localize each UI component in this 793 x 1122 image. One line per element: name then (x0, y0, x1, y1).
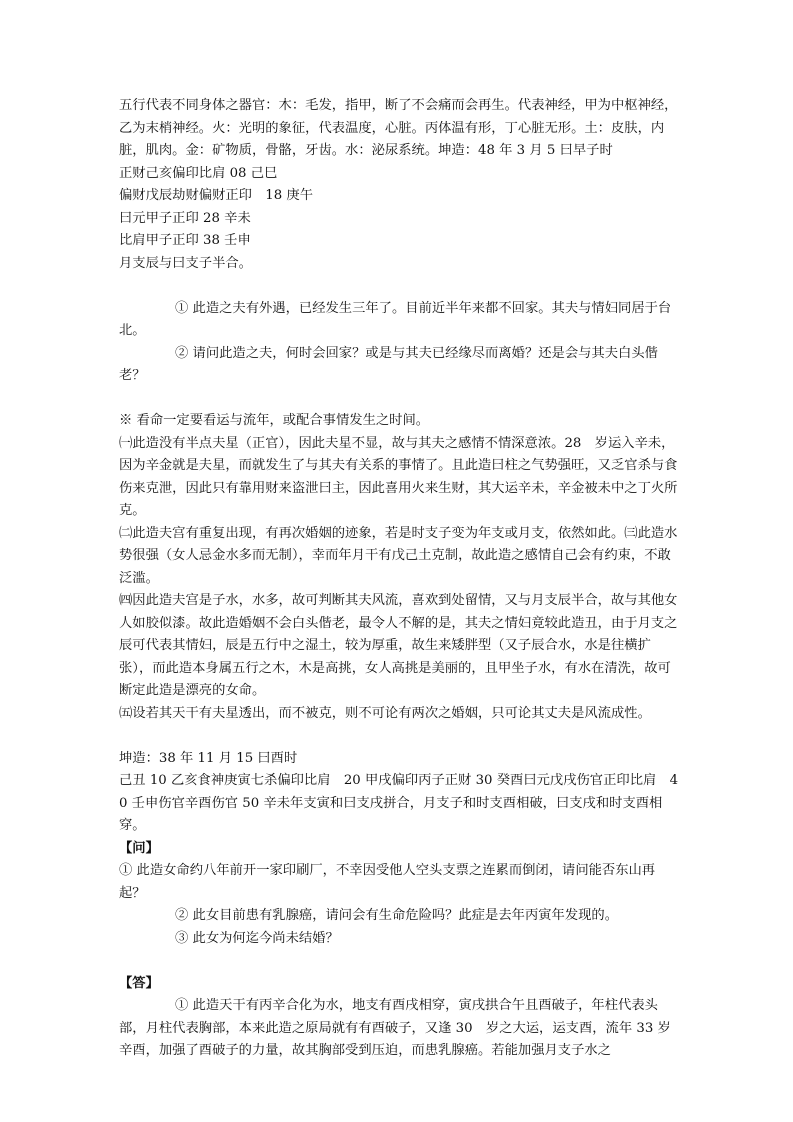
chart-line: 曰元甲子正印 28 辛未 (119, 210, 251, 226)
analysis-5: ㈤设若其天干有夫星透出，而不被克，则不可论有两次之婚姻，只可论其丈夫是风流成性。 (119, 705, 651, 721)
spacer (119, 275, 679, 298)
chart-line: 偏财戊辰劫财偏财正印 18 庚午 (119, 188, 314, 203)
analysis-2: ㈡此造夫宫有重复出现，有再次婚姻的迹象，若是时支子变为年支或月支，依然如此。㈢此造水势很强（女人忌金水多而无制），幸而年月干有戊己土克制，故此造之感情自己会有约束，不敢泛滥。 (119, 525, 678, 586)
chart-line: 比肩甲子正印 38 壬申 (119, 233, 251, 248)
note-line: ※ 看命一定要看运与流年，或配合事情发生之时间。 (119, 413, 430, 428)
document-page (119, 95, 679, 1063)
case2-chart: 己丑 10 乙亥食神庚寅七杀偏印比肩 20 甲戌偏印丙子正财 30 癸酉曰元戊戌伤官正印比肩 40 壬申伤官辛酉伤官 50 辛未年支寅和曰支戌拼合，月支子和时支酉相破，曰支戌和时支酉相穿。 (119, 773, 679, 833)
spacer (119, 388, 679, 411)
spacer (119, 950, 679, 973)
analysis-4: ㈣因此造夫宫是子水，水多，故可判断其夫风流，喜欢到处留情，又与月支辰半合，故与其他女人如胶似漆。故此造婚姻不会白头偕老，最令人不解的是，其夫之情妇竟较此造丑，由于月支之辰可代表其情妇，辰是五行中之湿土，较为厚重，故生来矮胖型（又子辰合水，水是往横扩张），而此造本身属五行之木，木是高挑，女人高挑是美丽的，且甲坐子水，有水在清洗，故可断定此造是漂亮的女命。 (119, 593, 678, 698)
chart-line: 正财己亥偏印比肩 08 己巳 (119, 165, 278, 181)
intro-paragraph: 五行代表不同身体之器官：木：毛发，指甲，断了不会痛而会再生。代表神经，甲为中枢神经，乙为末梢神经。火：光明的象征，代表温度，心脏。丙体温有形，丁心脏无形。土：皮肤，内脏，肌肉。金：矿物质，骨骼，牙齿。水：泌尿系统。坤造：48 年 3 月 5 曰早子时 (119, 98, 678, 158)
question-1: ① 此造之夫有外遇，已经发生三年了。目前近半年来都不回家。其夫与情妇同居于台北。 (119, 300, 672, 338)
ask-1: ① 此造女命约八年前开一家印刷厂，不幸因受他人空头支票之连累而倒闭，请问能否东山再起？ (119, 863, 656, 901)
question-2: ② 请问此造之夫，何时会回家？或是与其夫已经缘尽而离婚？还是会与其夫白头偕老？ (119, 345, 658, 383)
answer-header: 【答】 (119, 975, 159, 991)
ask-header: 【问】 (119, 840, 159, 856)
ask-2: ② 此女目前患有乳腺癌，请问会有生命危险吗？此症是去年丙寅年发现的。 (175, 908, 619, 923)
chart-line: 月支辰与曰支子半合。 (119, 255, 252, 271)
answer-1: ① 此造天干有丙辛合化为水，地支有酉戌相穿，寅戌拱合午且酉破子，年柱代表头部，月柱代表胸部，本来此造之原局就有有酉破子，又逢 30 岁之大运，运支酉，流年 33 岁辛酉，加强了酉破子的力量，故其胸部受到压迫，而患乳腺癌。若能加强月支子水之 (119, 998, 671, 1058)
ask-3: ③ 此女为何迄今尚未结婚？ (175, 930, 339, 946)
analysis-1: ㈠此造没有半点夫星（正官），因此夫星不显，故与其夫之感情不情深意浓。28 岁运入辛未，因为辛金就是夫星，而就发生了与其夫有关系的事情了。且此造曰柱之气势强旺，又乏官杀与食伤来克泄，因此只有靠用财来盗泄曰主，因此喜用火来生财，其大运辛未，辛金被未中之丁火所克。 (119, 435, 678, 518)
spacer (119, 725, 679, 748)
case2-title: 坤造：38 年 11 月 15 曰酉时 (119, 750, 298, 766)
